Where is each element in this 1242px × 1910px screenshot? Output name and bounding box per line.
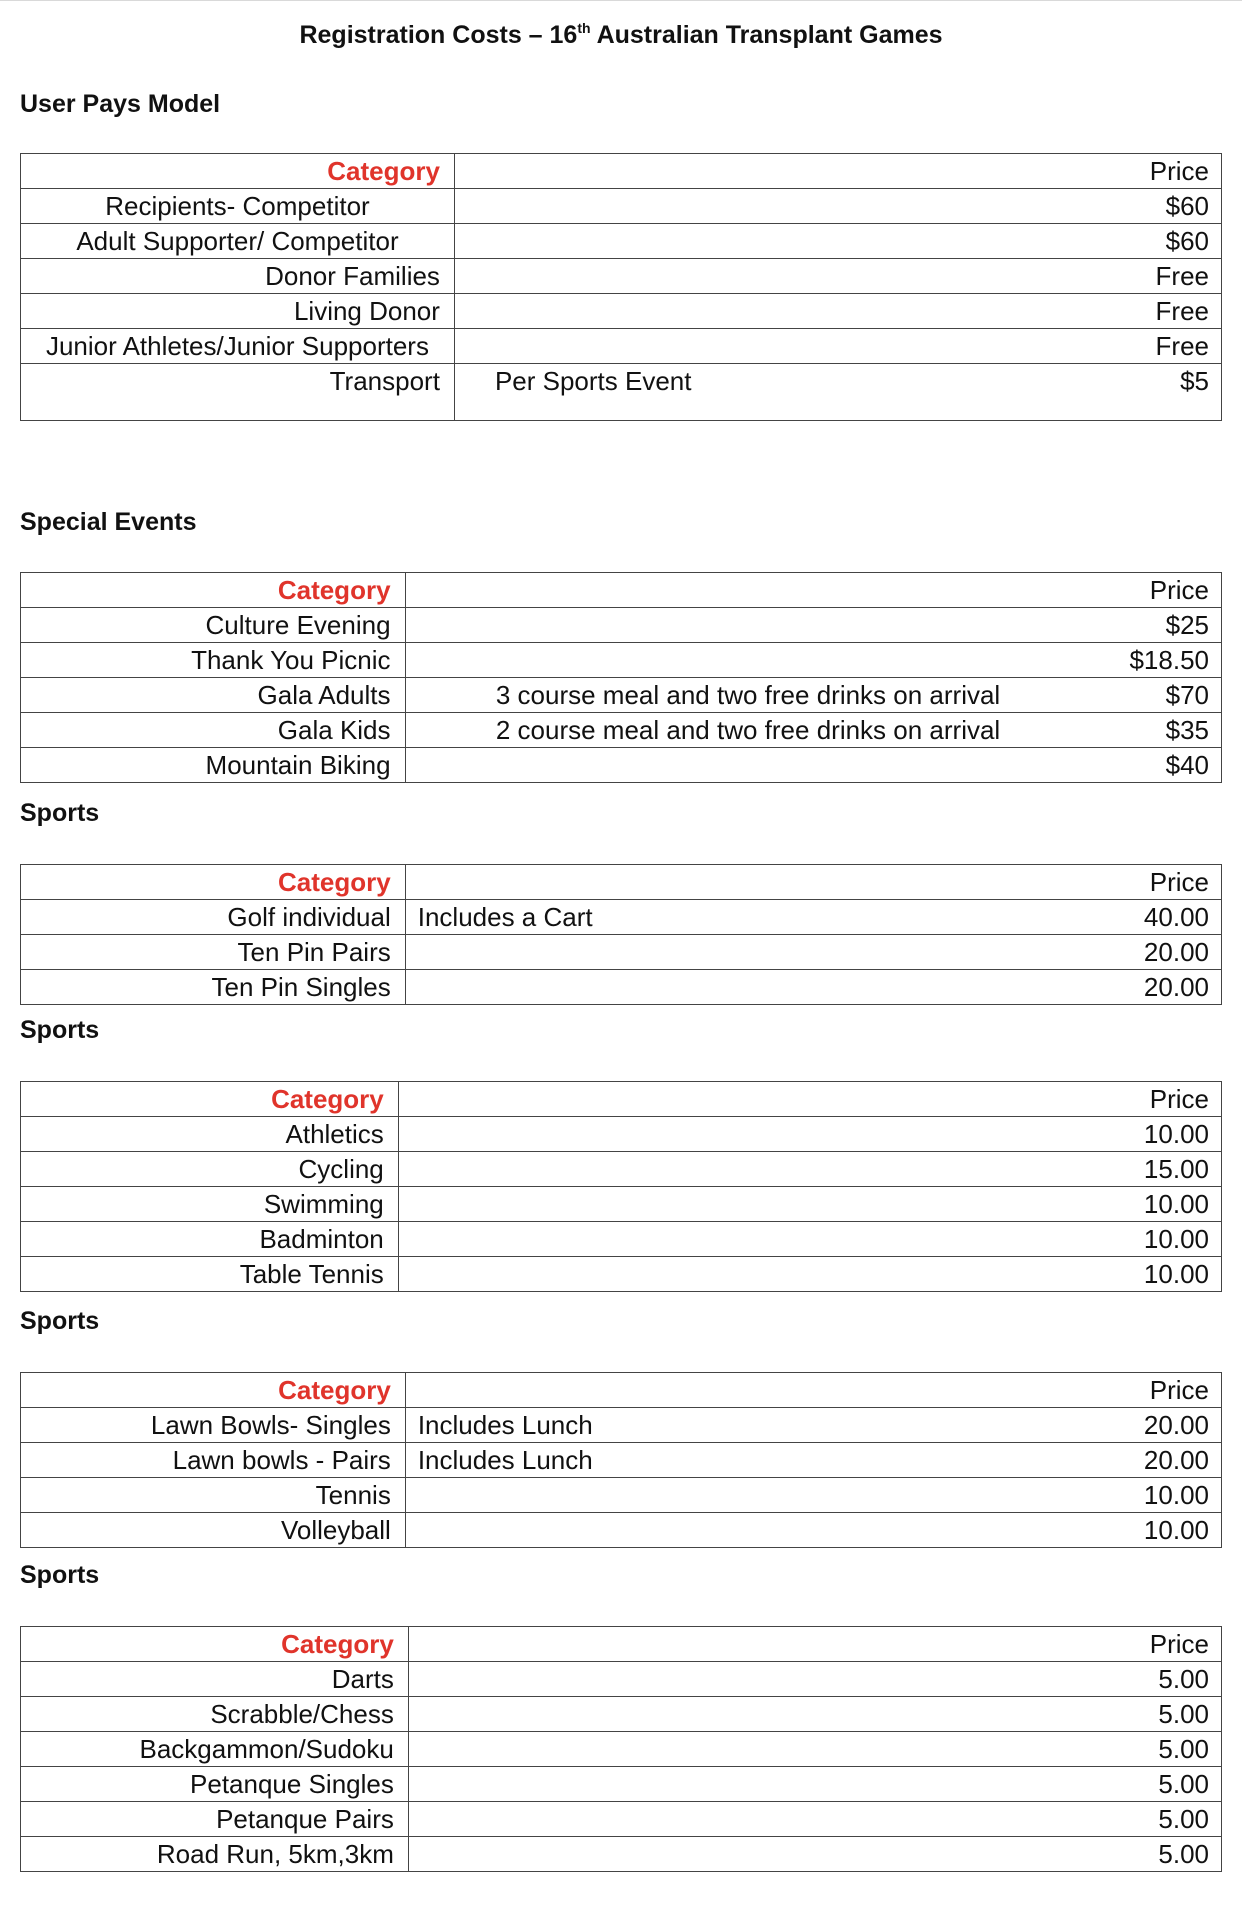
note-cell: [408, 1767, 1090, 1802]
category-header: Category: [21, 154, 455, 189]
category-cell: Transport: [21, 364, 455, 421]
category-cell: Darts: [21, 1662, 409, 1697]
price-cell: 20.00: [1091, 1408, 1222, 1443]
category-cell: Gala Kids: [21, 713, 406, 748]
note-cell: Includes a Cart: [405, 900, 1090, 935]
price-cell: 5.00: [1091, 1802, 1222, 1837]
category-cell: Adult Supporter/ Competitor: [21, 224, 455, 259]
table-row: [21, 1513, 1222, 1548]
user-pays-table: [20, 153, 1222, 421]
price-header: Price: [1091, 1373, 1222, 1408]
price-cell: $25: [1091, 608, 1222, 643]
category-cell: Lawn Bowls- Singles: [21, 1408, 406, 1443]
table-row: [21, 1837, 1222, 1872]
price-cell: $60: [962, 189, 1222, 224]
table-row: [21, 1187, 1222, 1222]
category-cell: Junior Athletes/Junior Supporters: [21, 329, 455, 364]
sports-table-1: [20, 864, 1222, 1005]
category-cell: Swimming: [21, 1187, 399, 1222]
category-header: Category: [21, 1373, 406, 1408]
category-cell: Lawn bowls - Pairs: [21, 1443, 406, 1478]
note-cell: [408, 1732, 1090, 1767]
note-cell: [408, 1697, 1090, 1732]
sports-table-4: [20, 1626, 1222, 1872]
note-cell: [408, 1627, 1090, 1662]
category-cell: Living Donor: [21, 294, 455, 329]
category-cell: Recipients- Competitor: [21, 189, 455, 224]
table-row: [21, 189, 1222, 224]
section-heading-sports-1: Sports: [20, 799, 100, 827]
price-cell: 5.00: [1091, 1732, 1222, 1767]
table-row: [21, 935, 1222, 970]
category-cell: Tennis: [21, 1478, 406, 1513]
table-row: [21, 1802, 1222, 1837]
category-header: Category: [21, 1082, 399, 1117]
note-cell: [398, 1082, 1090, 1117]
table-header-row: [21, 1627, 1222, 1662]
table-row: [21, 1732, 1222, 1767]
price-cell: $40: [1091, 748, 1222, 783]
category-cell: Mountain Biking: [21, 748, 406, 783]
price-header: Price: [1091, 1082, 1222, 1117]
table-row: [21, 224, 1222, 259]
category-cell: Golf individual: [21, 900, 406, 935]
category-cell: Ten Pin Singles: [21, 970, 406, 1005]
price-cell: 20.00: [1091, 1443, 1222, 1478]
note-cell: Includes Lunch: [405, 1443, 1090, 1478]
section-heading-user-pays: User Pays Model: [20, 90, 221, 118]
price-cell: 15.00: [1091, 1152, 1222, 1187]
price-cell: Free: [962, 329, 1222, 364]
price-cell: 5.00: [1091, 1837, 1222, 1872]
price-cell: $35: [1091, 713, 1222, 748]
section-heading-sports-2: Sports: [20, 1016, 100, 1044]
price-cell: 10.00: [1091, 1478, 1222, 1513]
price-cell: 10.00: [1091, 1222, 1222, 1257]
note-cell: [405, 865, 1090, 900]
table-row: [21, 1117, 1222, 1152]
price-cell: 10.00: [1091, 1257, 1222, 1292]
table-row: [21, 364, 1222, 421]
category-header: Category: [21, 1627, 409, 1662]
category-cell: Table Tennis: [21, 1257, 399, 1292]
note-cell: 3 course meal and two free drinks on arrival: [405, 678, 1091, 713]
price-cell: 5.00: [1091, 1662, 1222, 1697]
price-cell: $18.50: [1091, 643, 1222, 678]
price-header: Price: [1091, 1627, 1222, 1662]
price-cell: 10.00: [1091, 1187, 1222, 1222]
note-cell: [408, 1662, 1090, 1697]
section-heading-sports-3: Sports: [20, 1307, 100, 1335]
table-row: [21, 1478, 1222, 1513]
category-cell: Cycling: [21, 1152, 399, 1187]
table-header-row: [21, 865, 1222, 900]
note-cell: [408, 1837, 1090, 1872]
top-rule: [0, 0, 1242, 1]
price-cell: $5: [962, 364, 1222, 421]
price-cell: 20.00: [1091, 935, 1222, 970]
note-cell: [405, 970, 1090, 1005]
price-cell: Free: [962, 294, 1222, 329]
note-cell: [405, 608, 1091, 643]
sports-table-3: [20, 1372, 1222, 1548]
category-cell: Thank You Picnic: [21, 643, 406, 678]
price-cell: $60: [962, 224, 1222, 259]
table-row: [21, 748, 1222, 783]
sports-table-2: [20, 1081, 1222, 1292]
note-cell: [454, 154, 961, 189]
note-cell: [398, 1117, 1090, 1152]
category-cell: Backgammon/Sudoku: [21, 1732, 409, 1767]
table-row: [21, 1443, 1222, 1478]
price-cell: 5.00: [1091, 1697, 1222, 1732]
note-cell: [405, 1373, 1090, 1408]
price-cell: 5.00: [1091, 1767, 1222, 1802]
price-cell: $70: [1091, 678, 1222, 713]
category-cell: Culture Evening: [21, 608, 406, 643]
category-cell: Gala Adults: [21, 678, 406, 713]
note-cell: Includes Lunch: [405, 1408, 1090, 1443]
table-row: [21, 608, 1222, 643]
category-cell: Athletics: [21, 1117, 399, 1152]
note-cell: [454, 224, 961, 259]
price-cell: 20.00: [1091, 970, 1222, 1005]
note-cell: [405, 643, 1091, 678]
category-cell: Petanque Singles: [21, 1767, 409, 1802]
category-cell: Donor Families: [21, 259, 455, 294]
category-cell: Badminton: [21, 1222, 399, 1257]
price-header: Price: [1091, 865, 1222, 900]
table-row: [21, 329, 1222, 364]
note-cell: [398, 1257, 1090, 1292]
note-cell: [398, 1152, 1090, 1187]
table-row: [21, 713, 1222, 748]
page-title: Registration Costs – 16th Australian Transplant Games: [299, 20, 943, 49]
category-header: Category: [21, 573, 406, 608]
category-cell: Volleyball: [21, 1513, 406, 1548]
price-header: Price: [1091, 573, 1222, 608]
table-row: [21, 643, 1222, 678]
table-header-row: [21, 154, 1222, 189]
note-cell: [405, 1478, 1090, 1513]
note-cell: 2 course meal and two free drinks on arrival: [405, 713, 1091, 748]
note-cell: [454, 294, 961, 329]
section-heading-special-events: Special Events: [20, 508, 197, 536]
category-cell: Road Run, 5km,3km: [21, 1837, 409, 1872]
category-header: Category: [21, 865, 406, 900]
section-heading-sports-4: Sports: [20, 1561, 100, 1589]
table-row: [21, 970, 1222, 1005]
special-events-table: [20, 572, 1222, 783]
note-cell: [405, 573, 1091, 608]
price-cell: 10.00: [1091, 1117, 1222, 1152]
table-row: [21, 900, 1222, 935]
table-row: [21, 1767, 1222, 1802]
table-header-row: [21, 1082, 1222, 1117]
table-row: [21, 1662, 1222, 1697]
note-cell: Per Sports Event: [454, 364, 961, 421]
note-cell: [398, 1222, 1090, 1257]
note-cell: [408, 1802, 1090, 1837]
price-cell: 10.00: [1091, 1513, 1222, 1548]
note-cell: [454, 259, 961, 294]
table-row: [21, 1222, 1222, 1257]
category-cell: Scrabble/Chess: [21, 1697, 409, 1732]
price-header: Price: [962, 154, 1222, 189]
table-header-row: [21, 1373, 1222, 1408]
table-row: [21, 1408, 1222, 1443]
note-cell: [454, 189, 961, 224]
note-cell: [398, 1187, 1090, 1222]
price-cell: 40.00: [1091, 900, 1222, 935]
table-row: [21, 294, 1222, 329]
note-cell: [405, 1513, 1090, 1548]
category-cell: Petanque Pairs: [21, 1802, 409, 1837]
note-cell: [454, 329, 961, 364]
table-header-row: [21, 573, 1222, 608]
table-row: [21, 1257, 1222, 1292]
table-row: [21, 259, 1222, 294]
table-row: [21, 1697, 1222, 1732]
price-cell: Free: [962, 259, 1222, 294]
table-row: [21, 1152, 1222, 1187]
note-cell: [405, 748, 1091, 783]
category-cell: Ten Pin Pairs: [21, 935, 406, 970]
table-row: [21, 678, 1222, 713]
note-cell: [405, 935, 1090, 970]
